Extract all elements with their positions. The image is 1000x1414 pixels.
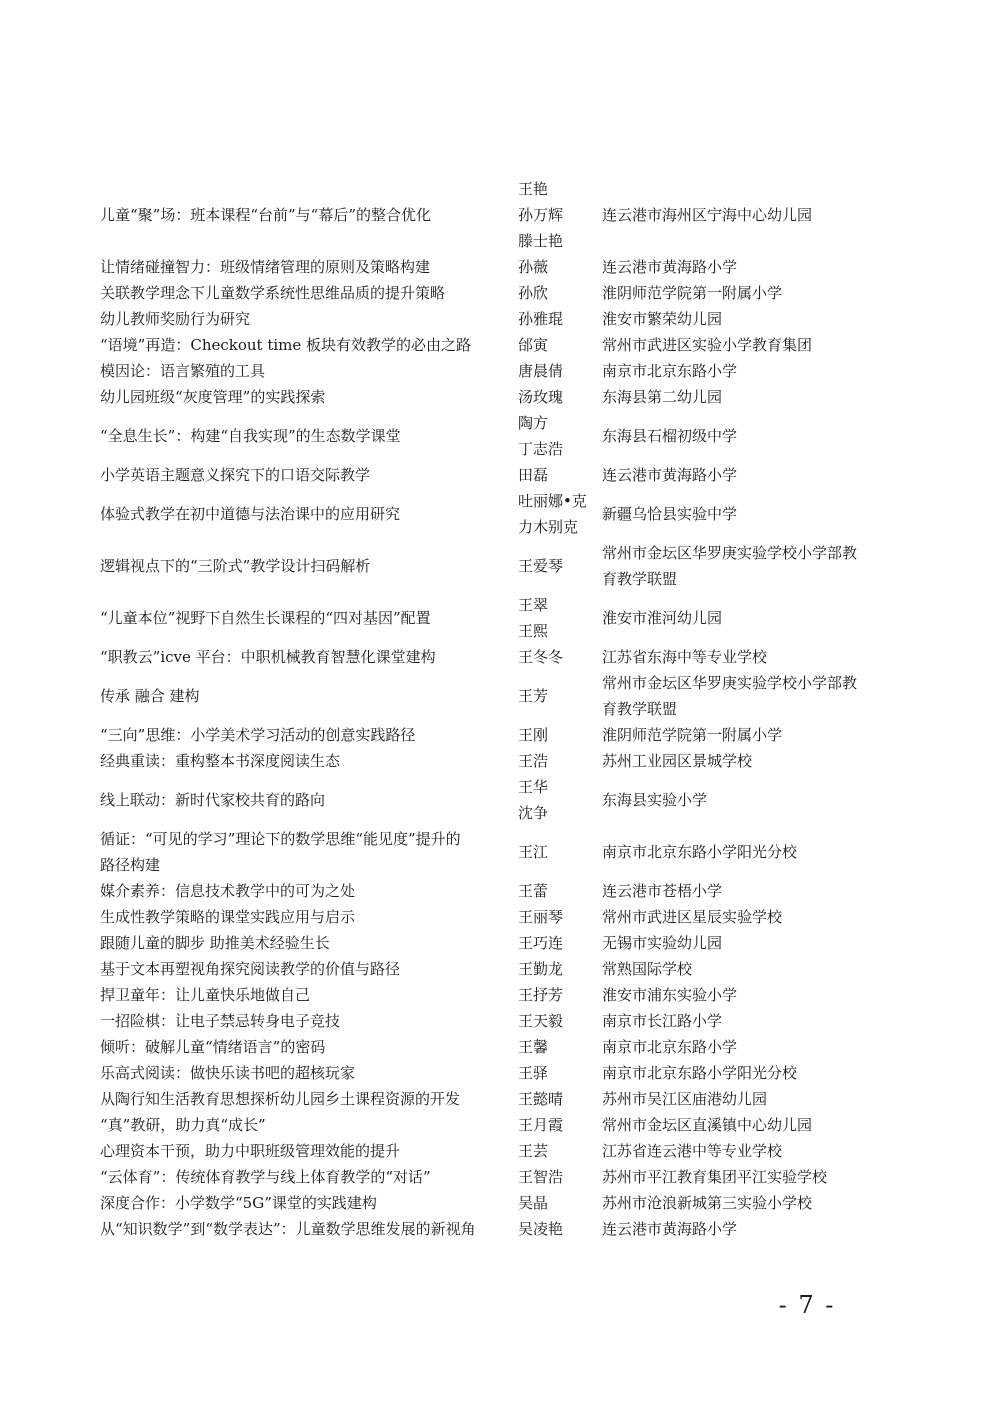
author-names-line: 孙雅琨 [518,310,564,328]
paper-title [100,605,500,631]
paper-title-line: “云体育”：传统体育教学与线上体育教学的“对话” [100,1168,431,1186]
table-row [100,592,900,644]
paper-title-line: 经典重读：重构整本书深度阅读生态 [100,752,341,770]
school-name [602,956,872,982]
author-names [518,930,598,956]
author-names [518,982,598,1008]
school-name-line: 淮阴师范学院第一附属小学 [602,726,783,744]
table-row [100,1060,900,1086]
author-names-line: 孙欣 [518,284,549,302]
paper-title-line: 传承 融合 建构 [100,687,200,705]
paper-title [100,956,500,982]
paper-title-line: 心理资本干预，助力中职班级管理效能的提升 [100,1142,401,1160]
paper-title [100,280,500,306]
paper-title-line: “语境”再造：Checkout time 板块有效教学的必由之路 [100,336,472,354]
author-names-line: 吐丽娜•克 [518,492,587,510]
school-name [602,1008,872,1034]
table-row [100,878,900,904]
paper-title-line: 媒介素养：信息技术教学中的可为之处 [100,882,356,900]
school-name-line: 淮安市淮河幼儿园 [602,609,723,627]
paper-title-line: 从“知识数学”到“数学表达”：儿童数学思维发展的新视角 [100,1220,476,1238]
paper-title-line: 循证：“可见的学习”理论下的数学思维“能见度”提升的 [100,830,461,848]
school-name [602,254,872,280]
author-names [518,306,598,332]
school-name [602,592,872,644]
author-names-line: 孙薇 [518,258,549,276]
author-names-line: 王浩 [518,752,549,770]
author-names-line: 邰寅 [518,336,549,354]
school-name-line: 南京市北京东路小学 [602,1038,738,1056]
paper-title-line: 让情绪碰撞智力：班级情绪管理的原则及策略构建 [100,258,431,276]
author-names-line: 王抒芳 [518,986,564,1004]
paper-title [100,384,500,410]
author-names-line: 王巧连 [518,934,564,952]
school-name-line: 江苏省连云港中等专业学校 [602,1142,783,1160]
school-name [602,540,872,592]
author-names-line: 王芳 [518,687,549,705]
paper-title-line: 深度合作：小学数学“5G”课堂的实践建构 [100,1194,377,1212]
table-row [100,1138,900,1164]
author-names-line: 滕士艳 [518,232,564,250]
paper-title-line: 幼儿教师奖励行为研究 [100,310,251,328]
author-names [518,904,598,930]
author-names [518,176,598,254]
author-names-line: 吴凌艳 [518,1220,564,1238]
author-names [518,1086,598,1112]
paper-title [100,202,500,228]
author-names [518,956,598,982]
author-names [518,1190,598,1216]
school-name-line: 新疆乌恰县实验中学 [602,505,738,523]
author-names-line: 王翠 [518,596,549,614]
paper-title [100,306,500,332]
paper-title-line: “全息生长”：构建“自我实现”的生态数学课堂 [100,427,401,445]
author-names [518,1060,598,1086]
table-row [100,930,900,956]
page-number: - 7 - [778,1291,836,1319]
table-row [100,488,900,540]
school-name [602,306,872,332]
paper-title [100,1060,500,1086]
author-names-line: 王熙 [518,622,549,640]
author-names [518,1138,598,1164]
paper-title-line: 关联教学理念下儿童数学系统性思维品质的提升策略 [100,284,446,302]
school-name-line: 常州市武进区实验小学教育集团 [602,336,813,354]
school-name-line: 南京市北京东路小学阳光分校 [602,843,798,861]
table-row [100,644,900,670]
school-name-line: 江苏省东海中等专业学校 [602,648,768,666]
school-name [602,332,872,358]
school-name [602,826,872,878]
school-name-line: 常熟国际学校 [602,960,693,978]
table-row [100,774,900,826]
author-names [518,280,598,306]
author-names [518,1008,598,1034]
author-names [518,670,598,722]
paper-title [100,501,500,527]
author-names [518,332,598,358]
paper-title [100,722,500,748]
school-name [602,1060,872,1086]
table-row [100,1086,900,1112]
paper-title [100,644,500,670]
table-row [100,670,900,722]
paper-title [100,930,500,956]
author-names [518,488,598,540]
author-names-line: 王天毅 [518,1012,564,1030]
school-name-line: 苏州市吴江区庙港幼儿园 [602,1090,768,1108]
school-name-line: 常州市金坛区华罗庚实验学校小学部教 [602,674,858,692]
school-name [602,488,872,540]
school-name [602,1138,872,1164]
paper-title-line: 幼儿园班级“灰度管理”的实践探索 [100,388,326,406]
paper-title [100,332,500,358]
school-name-line: 淮安市繁荣幼儿园 [602,310,723,328]
school-name-line: 苏州市平江教育集团平江实验学校 [602,1168,828,1186]
school-name-line: 育教学联盟 [602,570,678,588]
school-name [602,462,872,488]
paper-title [100,1164,500,1190]
school-name [602,670,872,722]
school-name-line: 苏州工业园区景城学校 [602,752,753,770]
school-name-line: 淮阴师范学院第一附属小学 [602,284,783,302]
paper-title-line: 乐高式阅读：做快乐读书吧的超核玩家 [100,1064,356,1082]
author-names [518,748,598,774]
table-row [100,982,900,1008]
school-name [602,410,872,462]
table-row [100,956,900,982]
paper-title [100,423,500,449]
school-name-line: 常州市金坛区华罗庚实验学校小学部教 [602,544,858,562]
paper-title-line: “三向”思维：小学美术学习活动的创意实践路径 [100,726,416,744]
paper-title [100,787,500,813]
table-row [100,462,900,488]
school-name [602,1216,872,1242]
paper-title [100,982,500,1008]
author-names-line: 王冬冬 [518,648,564,666]
author-names-line: 王艳 [518,180,549,198]
author-names [518,592,598,644]
author-names-line: 唐晨倩 [518,362,564,380]
paper-title [100,462,500,488]
author-names [518,462,598,488]
author-names-line: 王驿 [518,1064,549,1082]
paper-title [100,1190,500,1216]
paper-title-line: 倾听：破解儿童“情绪语言”的密码 [100,1038,326,1056]
school-name [602,1112,872,1138]
table-row [100,332,900,358]
author-names [518,1034,598,1060]
paper-title [100,1216,500,1242]
school-name-line: 南京市北京东路小学 [602,362,738,380]
paper-title [100,358,500,384]
table-row [100,904,900,930]
table-row [100,748,900,774]
table-row [100,722,900,748]
paper-title-line: 一招险棋：让电子禁忌转身电子竞技 [100,1012,341,1030]
author-names [518,384,598,410]
author-names [518,774,598,826]
school-name [602,748,872,774]
school-name-line: 东海县第二幼儿园 [602,388,723,406]
paper-title-line: 跟随儿童的脚步 助推美术经验生长 [100,934,330,952]
author-names [518,1112,598,1138]
school-name-line: 连云港市黄海路小学 [602,1220,738,1238]
author-names [518,540,598,592]
table-row [100,306,900,332]
paper-title-line: 模因论：语言繁殖的工具 [100,362,266,380]
table-row [100,254,900,280]
school-name-line: 连云港市黄海路小学 [602,258,738,276]
table-row [100,1034,900,1060]
table-row [100,176,900,254]
table-row [100,358,900,384]
author-names-line: 王丽琴 [518,908,564,926]
paper-title [100,553,500,579]
author-names-line: 孙万辉 [518,206,564,224]
author-names [518,1216,598,1242]
author-names [518,826,598,878]
paper-title-line: 体验式教学在初中道德与法治课中的应用研究 [100,505,401,523]
paper-title-line: 从陶行知生活教育思想探析幼儿园乡土课程资源的开发 [100,1090,461,1108]
author-names-line: 王爱琴 [518,557,564,575]
author-names [518,358,598,384]
paper-title-line: 路径构建 [100,856,161,874]
author-names-line: 吴晶 [518,1194,549,1212]
school-name-line: 苏州市沧浪新城第三实验小学校 [602,1194,813,1212]
school-name-line: 无锡市实验幼儿园 [602,934,723,952]
author-names-line: 王勤龙 [518,960,564,978]
author-names-line: 陶方 [518,414,549,432]
author-names-line: 力木别克 [518,518,579,536]
author-names-line: 丁志浩 [518,440,564,458]
paper-title-line: 生成性教学策略的课堂实践应用与启示 [100,908,356,926]
paper-title [100,254,500,280]
author-names [518,410,598,462]
paper-title [100,1138,500,1164]
author-names-line: 王蕾 [518,882,549,900]
table-row [100,280,900,306]
paper-title-line: 小学英语主题意义探究下的口语交际教学 [100,466,371,484]
school-name [602,878,872,904]
table-row [100,1164,900,1190]
paper-title-line: 线上联动：新时代家校共育的路向 [100,791,326,809]
paper-title-line: 捍卫童年：让儿童快乐地做自己 [100,986,311,1004]
school-name [602,384,872,410]
school-name-line: 南京市北京东路小学阳光分校 [602,1064,798,1082]
author-names-line: 王刚 [518,726,549,744]
author-names-line: 王芸 [518,1142,549,1160]
school-name-line: 东海县实验小学 [602,791,708,809]
author-names [518,878,598,904]
paper-title-line: “职教云”icve 平台：中职机械教育智慧化课堂建构 [100,648,436,666]
paper-title [100,904,500,930]
school-name [602,1190,872,1216]
school-name-line: 常州市武进区星辰实验学校 [602,908,783,926]
paper-title-line: 逻辑视点下的“三阶式”教学设计扫码解析 [100,557,371,575]
paper-title [100,683,500,709]
table-row [100,1008,900,1034]
school-name [602,1164,872,1190]
school-name-line: 连云港市黄海路小学 [602,466,738,484]
table-row [100,384,900,410]
author-names-line: 王月霞 [518,1116,564,1134]
school-name [602,904,872,930]
table-row [100,1216,900,1242]
school-name [602,774,872,826]
table-row [100,1190,900,1216]
author-names-line: 沈争 [518,804,549,822]
paper-title [100,1034,500,1060]
school-name [602,930,872,956]
paper-title-line: 基于文本再塑视角探究阅读教学的价值与路径 [100,960,401,978]
table-row [100,540,900,592]
paper-title [100,826,500,878]
author-names-line: 田磊 [518,466,549,484]
school-name-line: 连云港市海州区宁海中心幼儿园 [602,206,813,224]
school-name-line: 淮安市浦东实验小学 [602,986,738,1004]
author-names-line: 汤玫瑰 [518,388,564,406]
author-names-line: 王智浩 [518,1168,564,1186]
paper-title-line: “真”教研，助力真“成长” [100,1116,266,1134]
school-name-line: 东海县石榴初级中学 [602,427,738,445]
school-name [602,722,872,748]
author-names [518,1164,598,1190]
author-names-line: 王华 [518,778,549,796]
school-name-line: 育教学联盟 [602,700,678,718]
paper-title-line: 儿童“聚”场：班本课程“台前”与“幕后”的整合优化 [100,206,432,224]
paper-title [100,1008,500,1034]
school-name [602,644,872,670]
school-name [602,280,872,306]
school-name [602,176,872,254]
school-name [602,1034,872,1060]
author-names-line: 王馨 [518,1038,549,1056]
author-names [518,722,598,748]
paper-title-line: “儿童本位”视野下自然生长课程的“四对基因”配置 [100,609,431,627]
author-names-line: 王懿晴 [518,1090,564,1108]
school-name [602,1086,872,1112]
author-names [518,644,598,670]
school-name [602,982,872,1008]
author-names-line: 王江 [518,843,549,861]
award-list-table [100,176,900,1242]
paper-title [100,1112,500,1138]
author-names [518,254,598,280]
school-name-line: 连云港市苍梧小学 [602,882,723,900]
paper-title [100,878,500,904]
table-row [100,1112,900,1138]
school-name-line: 常州市金坛区直溪镇中心幼儿园 [602,1116,813,1134]
school-name [602,358,872,384]
school-name-line: 南京市长江路小学 [602,1012,723,1030]
paper-title [100,748,500,774]
table-row [100,826,900,878]
paper-title [100,1086,500,1112]
table-row [100,410,900,462]
